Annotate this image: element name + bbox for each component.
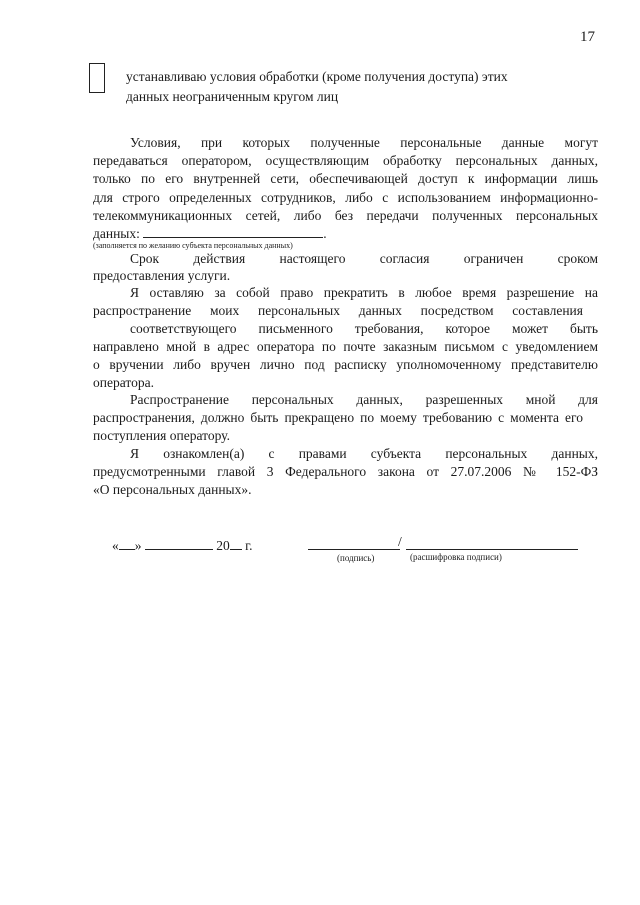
term-line-2: предоставления услуги.: [93, 268, 231, 283]
conditions-last-line: [93, 226, 327, 242]
page-number: 17: [580, 29, 595, 45]
date-quote-close: »: [134, 538, 142, 553]
conditions-line-3: только по его внутренней сети, обеспечивающей доступ к информации лишь: [93, 171, 598, 186]
revoke-line-3: соответствующего письменного требования, которое может быть: [130, 321, 598, 336]
day-input-line[interactable]: [119, 538, 135, 550]
conditions-hint: (заполняется по желанию субъекта персональных данных): [93, 241, 293, 250]
signature-date: [112, 538, 253, 554]
conditions-line-4: для строго определенных сотрудников, либо с использованием информационно-: [93, 190, 598, 205]
distribution-line-1: Распространение персональных данных, разрешенных мной для: [130, 392, 598, 407]
distribution-last-line: поступления оператору.: [93, 428, 230, 443]
revoke-line-2: распространение моих персональных данных посредством составления: [93, 303, 583, 318]
acknowledge-line-1: Я ознакомлен(а) с правами субъекта персональных данных,: [130, 446, 598, 461]
acknowledge-line-2: предусмотренными главой 3 Федерального закона от 27.07.2006 № 152-ФЗ: [93, 464, 598, 479]
distribution-line-2: распространения, должно быть прекращено по моему требованию с момента его: [93, 410, 583, 425]
year-suffix: г.: [245, 538, 253, 553]
revoke-line-1: Я оставляю за собой право прекратить в любое время разрешение на: [130, 285, 598, 300]
conditions-line-1: Условия, при которых полученные персональные данные могут: [130, 135, 598, 150]
conditions-line-2: передаваться оператором, осуществляющим обработку персональных данных,: [93, 153, 598, 168]
term-line-1: Срок действия настоящего согласия ограничен сроком: [130, 251, 598, 266]
revoke-last-line: оператора.: [93, 375, 154, 390]
acknowledge-last-line: «О персональных данных».: [93, 482, 252, 497]
signature-field[interactable]: [308, 535, 400, 550]
decryption-field[interactable]: [406, 535, 578, 550]
revoke-line-5: о вручении либо вручен лично под расписку уполномоченному представителю: [93, 357, 598, 372]
date-quote-open: «: [112, 538, 119, 553]
revoke-line-4: направлено мной в адрес оператора по почте заказным письмом с уведомлением: [93, 339, 598, 354]
conditions-input-line[interactable]: [143, 226, 323, 238]
decryption-caption: (расшифровка подписи): [410, 552, 502, 562]
conditions-last-prefix: данных:: [93, 226, 140, 241]
year-input-line[interactable]: [230, 538, 242, 550]
signature-separator: /: [398, 534, 402, 549]
conditions-last-suffix: .: [323, 226, 327, 241]
signature-caption: (подпись): [337, 553, 375, 563]
option-checkbox[interactable]: [89, 63, 105, 93]
month-input-line[interactable]: [145, 538, 213, 550]
year-prefix: 20: [216, 538, 230, 553]
option-text-line-2: данных неограниченным кругом лиц: [126, 89, 339, 104]
conditions-line-5: телекоммуникационных сетей, либо без передачи полученных персональных: [93, 208, 598, 223]
option-text-line-1: устанавливаю условия обработки (кроме получения доступа) этих: [126, 69, 508, 84]
